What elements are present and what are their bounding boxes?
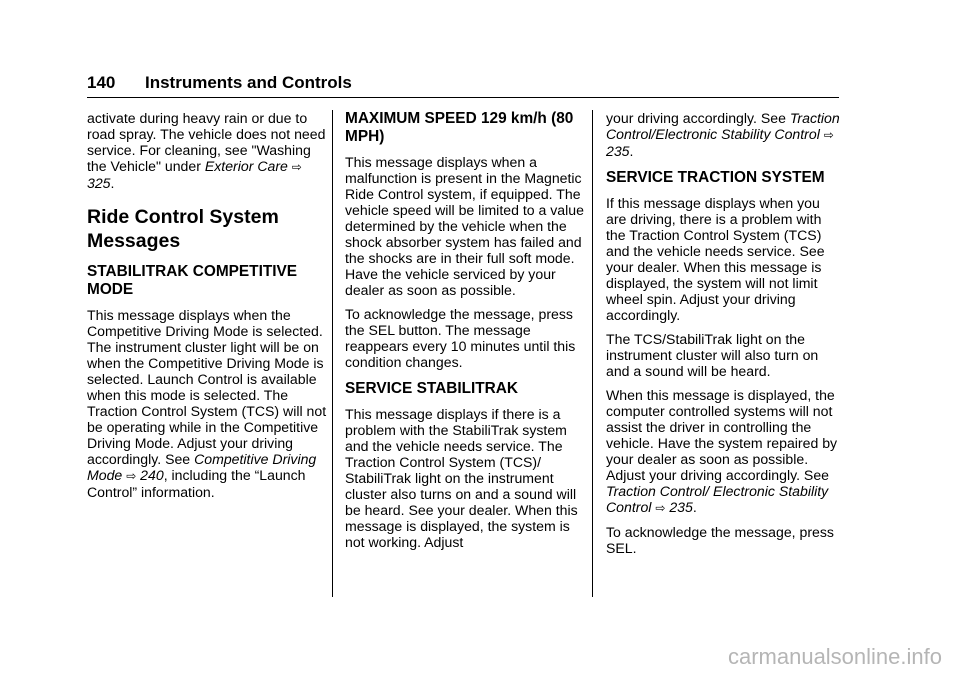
intro-paragraph: activate during heavy rain or due to road spray. The vehicle does not need service. For cleaning, see "Washing the Vehicle" under Exterior Care ⇨ 325. [87, 110, 326, 191]
column-2 [345, 110, 585, 558]
watermark: carmanualsonline.info [727, 644, 942, 669]
page-ref[interactable]: 235 [606, 143, 630, 159]
page-header [87, 70, 839, 98]
acknowledge-paragraph: To acknowledge the message, press SEL. [606, 524, 834, 556]
continued-paragraph: your driving accordingly. See Traction Control/Electronic Stability Control ⇨ 235. [606, 110, 840, 159]
page-ref[interactable]: 235 [669, 499, 693, 515]
heading-ride-control: Ride Control System Messages [87, 206, 279, 252]
stabilitrak-paragraph: This message displays when the Competitive Driving Mode is selected. The instrument cluster light will be on when the Competitive Driving Mode is selected. Launch Control is available when this mode is selected. The Traction Control System (TCS) will not be operating while in the Competitive Driving Mode. Adjust your driving accordingly. See Competitive Driving Mode ⇨ 240, including the “Launch Control” information. [87, 307, 327, 500]
traction-control-link[interactable]: Traction Control/ Electronic Stability Control [606, 483, 829, 515]
competitive-driving-mode-link[interactable]: Competitive Driving Mode [87, 451, 317, 483]
page-reference-arrow-icon: ⇨ [823, 128, 834, 142]
column-1 [87, 110, 329, 508]
traction-paragraph-2: The TCS/StabiliTrak light on the instrument cluster will also turn on and a sound will be heard. [606, 331, 819, 379]
column-divider [592, 110, 593, 597]
page-number: 140 [87, 73, 116, 92]
heading-stabilitrak-competitive: STABILITRAK COMPETITIVE MODE [87, 263, 298, 298]
exterior-care-link[interactable]: Exterior Care [204, 158, 288, 174]
heading-service-traction: SERVICE TRACTION SYSTEM [606, 169, 825, 186]
page-reference-arrow-icon: ⇨ [126, 469, 137, 483]
traction-paragraph-3: When this message is displayed, the computer controlled systems will not assist the driver in controlling the vehicle. Have the system repaired by your dealer as soon as possible. Adjust your driving accordingly. See Traction Control/ Electronic Stability Control ⇨ 235. [606, 387, 838, 515]
traction-control-link[interactable]: Traction Control/Electronic Stability Control [606, 110, 840, 142]
page-ref[interactable]: 240 [140, 467, 164, 483]
page-reference-arrow-icon: ⇨ [655, 501, 666, 515]
page-ref[interactable]: 325 [87, 175, 111, 191]
section-title: Instruments and Controls [145, 73, 352, 92]
column-3 [606, 110, 842, 564]
max-speed-paragraph-1: This message displays when a malfunction is present in the Magnetic Ride Control system, if equipped. The vehicle speed will be limited to a value determined by the vehicle when the shock absorber system has failed and the shocks are in their full soft mode. Have the vehicle serviced by your dealer as soon as possible. [345, 154, 584, 298]
heading-service-stabilitrak: SERVICE STABILITRAK [345, 380, 519, 397]
traction-paragraph-1: If this message displays when you are driving, there is a problem with the Traction Control System (TCS) and the vehicle needs service. See your dealer. When this message is displayed, the system will not limit wheel spin. Adjust your driving accordingly. [606, 195, 825, 323]
page-reference-arrow-icon: ⇨ [291, 160, 302, 174]
column-divider [332, 110, 333, 597]
service-stabilitrak-paragraph: This message displays if there is a problem with the StabiliTrak system and the vehicle needs service. The Traction Control System (TCS)/ StabiliTrak light on the instrument cluster also turns on and a sound will be heard. See your dealer. When this message is displayed, the system is not working. Adjust [345, 406, 578, 550]
heading-max-speed: MAXIMUM SPEED 129 km/h (80 MPH) [345, 110, 574, 145]
max-speed-paragraph-2: To acknowledge the message, press the SEL button. The message reappears every 10 minutes until this condition changes. [345, 306, 576, 370]
